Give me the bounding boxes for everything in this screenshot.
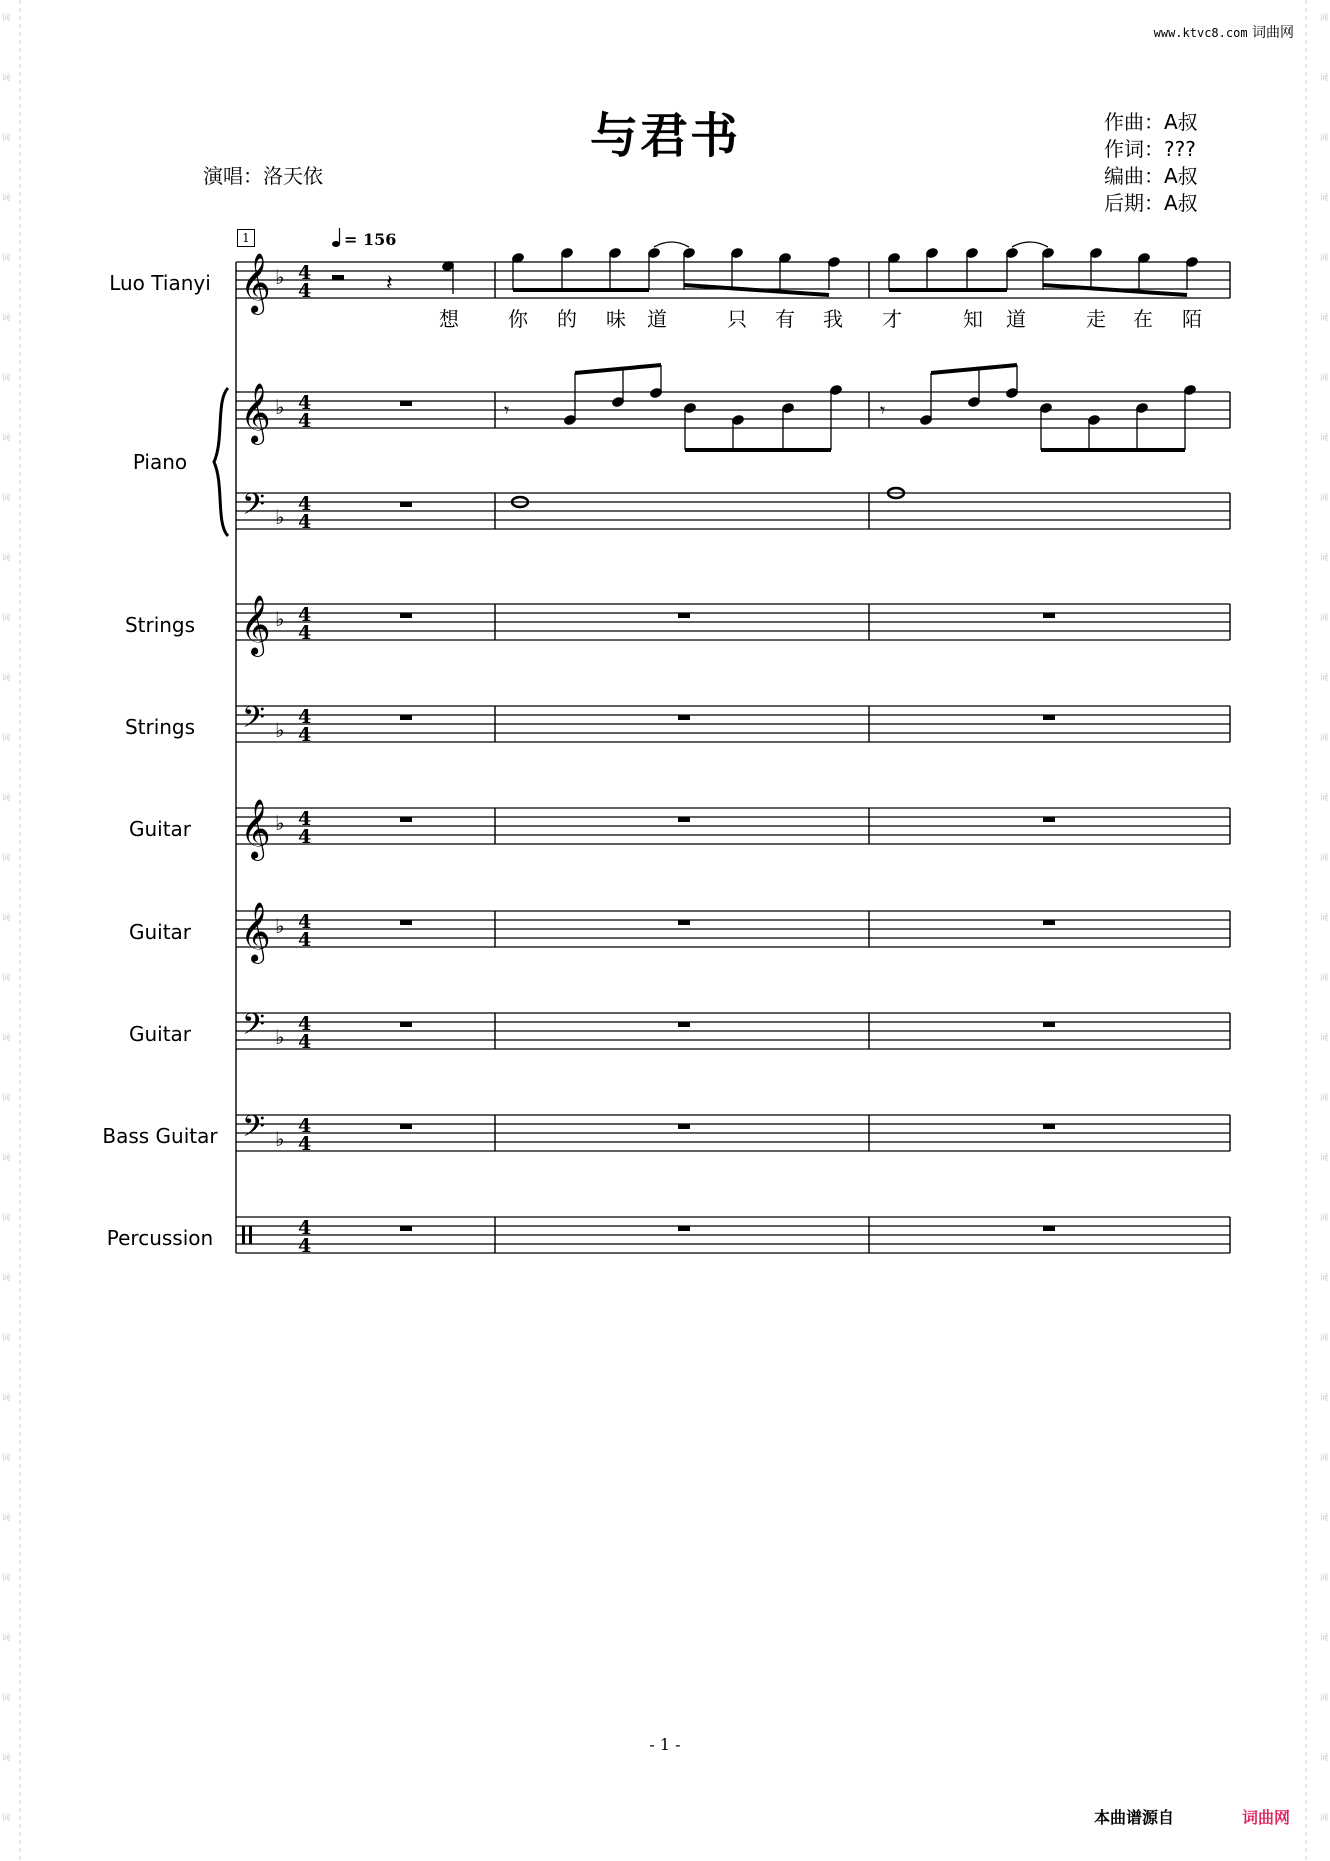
eighth-rest-icon: 𝄾 [504,398,510,422]
instrument-label-percussion: Percussion [106,1226,214,1250]
watermark-glyph: 词 [2,673,10,682]
watermark-glyph: 词 [2,553,10,562]
tie [1012,242,1048,247]
watermark-glyph: 词 [1320,613,1328,622]
watermark-glyph: 词 [2,133,10,142]
percussion-clef-icon [249,1226,252,1244]
time-signature-numerator: 4 [298,1013,312,1035]
whole-rest [400,1226,412,1231]
beam [1043,285,1187,295]
watermark-glyph: 词 [2,433,10,442]
watermark-glyph: 词 [2,1573,10,1582]
time-signature-numerator: 4 [298,1217,312,1239]
singer-credit: 演唱：洛天依 [203,164,323,188]
whole-rest [400,1124,412,1129]
tempo-marking: = 156 [344,230,397,249]
watermark-glyph: 词 [2,13,10,22]
watermark-glyph: 词 [2,73,10,82]
lyric-syllable: 的 [557,307,577,331]
watermark-glyph: 词 [2,1633,10,1642]
lyric-syllable: 味 [606,307,626,331]
treble-clef-icon: 𝄞 [240,799,271,859]
treble-clef-icon: 𝄞 [240,595,271,655]
watermark-glyph: 词 [2,1213,10,1222]
bass-clef-icon: 𝄢 [242,1008,266,1049]
lyric-syllable: 你 [508,307,528,331]
lyric-syllable: 走 [1086,307,1106,331]
watermark-glyph: 词 [1320,1633,1328,1642]
instrument-label-strings-2: Strings [124,715,196,739]
time-signature-numerator: 4 [298,911,312,933]
whole-rest [400,920,412,925]
lyric-syllable: 道 [1006,307,1026,331]
whole-rest [678,920,690,925]
rehearsal-mark: 1 [237,229,255,247]
site-name: 词曲网 [1252,25,1294,41]
watermark-glyph: 词 [2,1753,10,1762]
watermark-glyph: 词 [2,1033,10,1042]
footer-site-name: 词曲网 [1242,1808,1291,1827]
eighth-rest-icon: 𝄾 [880,398,886,422]
site-url: www.ktvc8.com [1153,26,1248,40]
bass-clef-icon: 𝄢 [242,701,266,742]
time-signature-numerator: 4 [298,1115,312,1137]
time-signature-denominator: 4 [298,1031,312,1053]
watermark-glyph: 词 [2,193,10,202]
composer-credit: 作曲：A叔 [1104,110,1198,134]
whole-rest [1043,1226,1055,1231]
time-signature-numerator: 4 [298,604,312,626]
lyric-syllable: 我 [823,307,843,331]
watermark-glyph: 词 [2,373,10,382]
watermark-glyph: 词 [2,1153,10,1162]
watermark-glyph: 词 [2,493,10,502]
time-signature-numerator: 4 [298,493,312,515]
whole-rest [400,1022,412,1027]
watermark-glyph: 词 [2,913,10,922]
whole-rest [400,502,412,507]
treble-clef-icon: 𝄞 [240,902,271,962]
watermark-glyph: 词 [1320,193,1328,202]
tie [654,242,689,247]
watermark-glyph: 词 [1320,1393,1328,1402]
time-signature-denominator: 4 [298,410,312,432]
bass-clef-icon: 𝄢 [242,1110,266,1151]
half-rest [332,275,344,280]
instrument-label-bass-guitar: Bass Guitar [102,1124,218,1148]
beam [684,285,829,295]
time-signature-numerator: 4 [298,392,312,414]
lyric-syllable: 在 [1133,307,1153,331]
whole-rest [400,715,412,720]
beam [931,365,1017,373]
time-signature-denominator: 4 [298,929,312,951]
time-signature-denominator: 4 [298,280,312,302]
time-signature-numerator: 4 [298,808,312,830]
quarter-rest-icon: 𝄽 [386,271,393,296]
page-number: - 1 - [649,1735,681,1754]
watermark-glyph: 词 [1320,73,1328,82]
instrument-label-guitar-3: Guitar [128,1022,192,1046]
watermark-glyph: 词 [1320,1033,1328,1042]
watermark-glyph: 词 [2,853,10,862]
time-signature-denominator: 4 [298,622,312,644]
watermark-glyph: 词 [2,1513,10,1522]
beam [575,365,661,373]
key-signature-flat-icon: ♭ [275,1127,285,1151]
percussion-clef-icon [242,1226,245,1244]
watermark-glyph: 词 [2,793,10,802]
key-signature-flat-icon: ♭ [275,265,285,289]
lyric-syllable: 陌 [1182,307,1202,331]
whole-rest [1043,920,1055,925]
time-signature-numerator: 4 [298,706,312,728]
lyric-syllable: 想 [439,307,459,331]
whole-rest [678,1022,690,1027]
watermark-glyph: 词 [1320,1213,1328,1222]
piano-brace [214,388,228,536]
watermark-glyph: 词 [2,1453,10,1462]
whole-rest [678,1226,690,1231]
watermark-glyph: 词 [1320,373,1328,382]
time-signature-denominator: 4 [298,724,312,746]
watermark-glyph: 词 [1320,1093,1328,1102]
key-signature-flat-icon: ♭ [275,607,285,631]
whole-rest [400,401,412,406]
time-signature-denominator: 4 [298,1235,312,1257]
whole-rest [1043,817,1055,822]
lyric-syllable: 道 [647,307,667,331]
time-signature-denominator: 4 [298,1133,312,1155]
key-signature-flat-icon: ♭ [275,914,285,938]
whole-rest [678,715,690,720]
watermark-glyph: 词 [1320,553,1328,562]
time-signature-denominator: 4 [298,826,312,848]
watermark-glyph: 词 [2,973,10,982]
watermark-glyph: 词 [2,1093,10,1102]
watermark-glyph: 词 [2,313,10,322]
whole-rest [1043,715,1055,720]
instrument-label-strings-1: Strings [124,613,196,637]
watermark-glyph: 词 [1320,313,1328,322]
watermark-glyph: 词 [1320,1813,1328,1822]
treble-clef-icon: 𝄞 [240,383,271,443]
watermark-glyph: 词 [1320,1153,1328,1162]
arranger-credit: 编曲：A叔 [1104,164,1198,188]
watermark-glyph: 词 [2,1813,10,1822]
whole-rest [400,613,412,618]
watermark-glyph: 词 [2,613,10,622]
watermark-glyph: 词 [1320,973,1328,982]
watermark-glyph: 词 [2,1393,10,1402]
watermark-glyph: 词 [1320,253,1328,262]
instrument-label-guitar-1: Guitar [128,817,192,841]
key-signature-flat-icon: ♭ [275,811,285,835]
whole-rest [1043,1124,1055,1129]
watermark-glyph: 词 [1320,1273,1328,1282]
lyric-syllable: 才 [882,307,902,331]
watermark-glyph: 词 [1320,913,1328,922]
watermark-glyph: 词 [1320,1513,1328,1522]
whole-rest [1043,613,1055,618]
watermark-glyph: 词 [1320,433,1328,442]
watermark-glyph: 词 [1320,1753,1328,1762]
lyric-syllable: 只 [727,307,747,331]
post-production-credit: 后期：A叔 [1104,191,1198,215]
key-signature-flat-icon: ♭ [275,1025,285,1049]
watermark-glyph: 词 [2,1273,10,1282]
whole-rest [678,1124,690,1129]
watermark-glyph: 词 [2,1333,10,1342]
watermark-glyph: 词 [1320,493,1328,502]
instrument-label-luo-tianyi: Luo Tianyi [109,271,211,295]
treble-clef-icon: 𝄞 [240,253,271,313]
footer-source-label: 本曲谱源自 [1094,1808,1175,1827]
lyricist-credit: 作词：??? [1104,137,1196,161]
watermark-glyph: 词 [1320,793,1328,802]
time-signature-numerator: 4 [298,262,312,284]
lyric-syllable: 有 [775,307,795,331]
watermark-glyph: 词 [1320,13,1328,22]
key-signature-flat-icon: ♭ [275,395,285,419]
watermark-glyph: 词 [1320,133,1328,142]
instrument-label-piano: Piano [132,450,188,474]
tempo-note-icon [332,241,340,247]
bass-clef-icon: 𝄢 [242,488,266,529]
watermark-glyph: 词 [2,733,10,742]
key-signature-flat-icon: ♭ [275,718,285,742]
watermark-glyph: 词 [2,1693,10,1702]
song-title: 与君书 [589,108,740,164]
watermark-glyph: 词 [1320,673,1328,682]
key-signature-flat-icon: ♭ [275,505,285,529]
watermark-glyph: 词 [1320,1693,1328,1702]
instrument-label-guitar-2: Guitar [128,920,192,944]
whole-rest [400,817,412,822]
time-signature-denominator: 4 [298,511,312,533]
watermark-glyph: 词 [1320,733,1328,742]
whole-rest [1043,1022,1055,1027]
watermark-glyph: 词 [2,253,10,262]
watermark-glyph: 词 [1320,1333,1328,1342]
whole-rest [678,817,690,822]
watermark-glyph: 词 [1320,1573,1328,1582]
whole-rest [678,613,690,618]
lyric-syllable: 知 [963,307,983,331]
watermark-glyph: 词 [1320,853,1328,862]
watermark-glyph: 词 [1320,1453,1328,1462]
